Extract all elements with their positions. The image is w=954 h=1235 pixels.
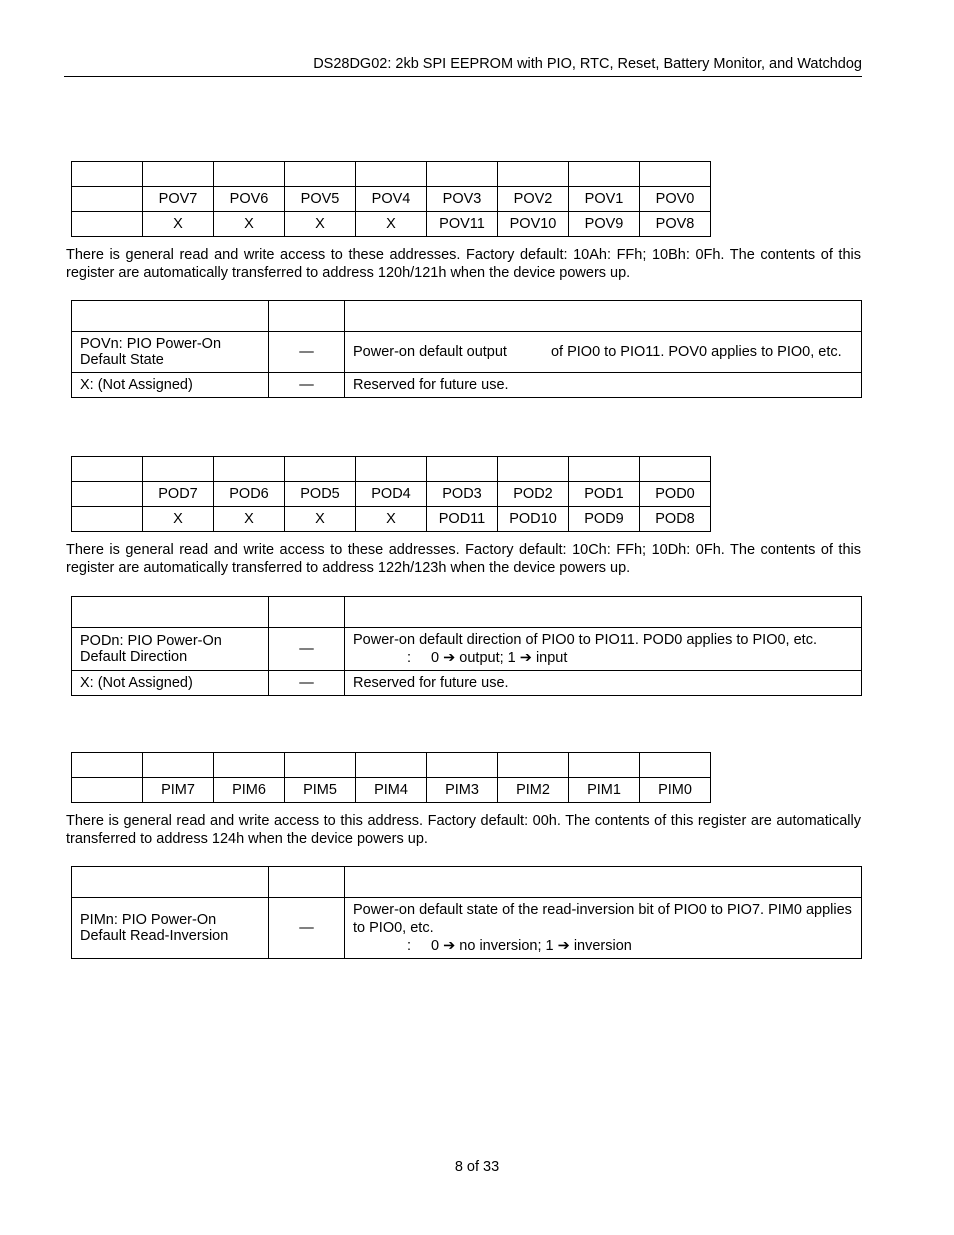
table-header-row [72,867,862,898]
bit-desc: Power-on default output of PIO0 to PIO11. POV0 applies to PIO0, etc. [345,332,862,373]
bit-cell: POV3 [427,187,498,212]
bit-cell: POD1 [569,482,640,507]
bit-cell: POV4 [356,187,427,212]
pov-description: There is general read and write access to these addresses. Factory default: 10Ah: FFh; 10Bh: 0Fh. The contents of this register are automatically transferred to address 120h/121h when the device powers up. [66,247,861,281]
table-row [72,373,862,398]
bit-cell: PIM1 [569,778,640,803]
bit-cell: POV11 [427,212,498,237]
bit-desc: Reserved for future use. [345,671,862,696]
bit-cell: PIM6 [214,778,285,803]
page-header: DS28DG02: 2kb SPI EEPROM with PIO, RTC, Reset, Battery Monitor, and Watchdog [64,56,862,77]
table-row [72,671,862,696]
bit-desc: Reserved for future use. [345,373,862,398]
bit-cell: PIM3 [427,778,498,803]
page-number: 8 of 33 [454,1159,500,1175]
bit-cell: POV9 [569,212,640,237]
bit-mode: — [269,332,345,373]
register-row [72,778,711,803]
table-row [72,332,862,373]
bit-cell: POD5 [285,482,356,507]
bit-cell: PIM2 [498,778,569,803]
bit-cell: POV2 [498,187,569,212]
table-header-row [72,301,862,332]
bit-cell: POD7 [143,482,214,507]
bit-cell: PIM4 [356,778,427,803]
bit-mode: — [269,628,345,671]
pod-bit-description-table [71,596,862,696]
bit-desc: Power-on default state of the read-inversion bit of PIO0 to PIO7. PIM0 applies to PIO0, etc. : 0 ➔ no inversion; 1 ➔ inversion [345,898,862,959]
pim-register-table [71,752,711,803]
bit-cell: X [143,507,214,532]
bit-mode: — [269,671,345,696]
bit-name: X: (Not Assigned) [72,671,269,696]
bit-cell: X [356,212,427,237]
bit-cell: POD0 [640,482,711,507]
bit-cell: POD3 [427,482,498,507]
bit-cell: POD6 [214,482,285,507]
table-row [72,898,862,959]
bit-cell: POD11 [427,507,498,532]
bit-cell: POV6 [214,187,285,212]
register-row [72,212,711,237]
bit-cell: POD8 [640,507,711,532]
bit-cell: POV1 [569,187,640,212]
bit-cell: X [214,507,285,532]
bit-cell: POV7 [143,187,214,212]
bit-cell: PIM7 [143,778,214,803]
bit-cell: PIM5 [285,778,356,803]
table-row [72,628,862,671]
bit-name: PIMn: PIO Power-On Default Read-Inversion [72,898,269,959]
bit-desc: Power-on default direction of PIO0 to PIO11. POD0 applies to PIO0, etc. : 0 ➔ output; 1 ➔ input [345,628,862,671]
bit-name: PODn: PIO Power-On Default Direction [72,628,269,671]
bit-cell: POV0 [640,187,711,212]
bit-cell: POD4 [356,482,427,507]
bit-cell: X [285,507,356,532]
register-row [72,507,711,532]
pov-bit-description-table [71,300,862,398]
bit-cell: X [285,212,356,237]
bit-cell: POD10 [498,507,569,532]
bit-name: X: (Not Assigned) [72,373,269,398]
bit-cell: POD2 [498,482,569,507]
bit-cell: X [356,507,427,532]
register-header-row [72,457,711,482]
pod-description: There is general read and write access to these addresses. Factory default: 10Ch: FFh; 10Dh: 0Fh. The contents of this register are automatically transferred to address 122h/123h when the device powers up. [66,542,861,576]
register-header-row [72,162,711,187]
register-row [72,187,711,212]
bit-cell: PIM0 [640,778,711,803]
pim-description: There is general read and write access to this address. Factory default: 00h. The contents of this register are automatically transferred to address 124h when the device powers up. [66,813,861,847]
bit-cell: POV8 [640,212,711,237]
pod-register-table [71,456,711,532]
bit-cell: X [143,212,214,237]
pim-bit-description-table [71,866,862,959]
table-header-row [72,597,862,628]
bit-cell: POV10 [498,212,569,237]
bit-mode: — [269,373,345,398]
bit-cell: X [214,212,285,237]
pov-register-table [71,161,711,237]
bit-mode: — [269,898,345,959]
bit-name: POVn: PIO Power-On Default State [72,332,269,373]
register-header-row [72,753,711,778]
bit-cell: POV5 [285,187,356,212]
bit-cell: POD9 [569,507,640,532]
register-row [72,482,711,507]
